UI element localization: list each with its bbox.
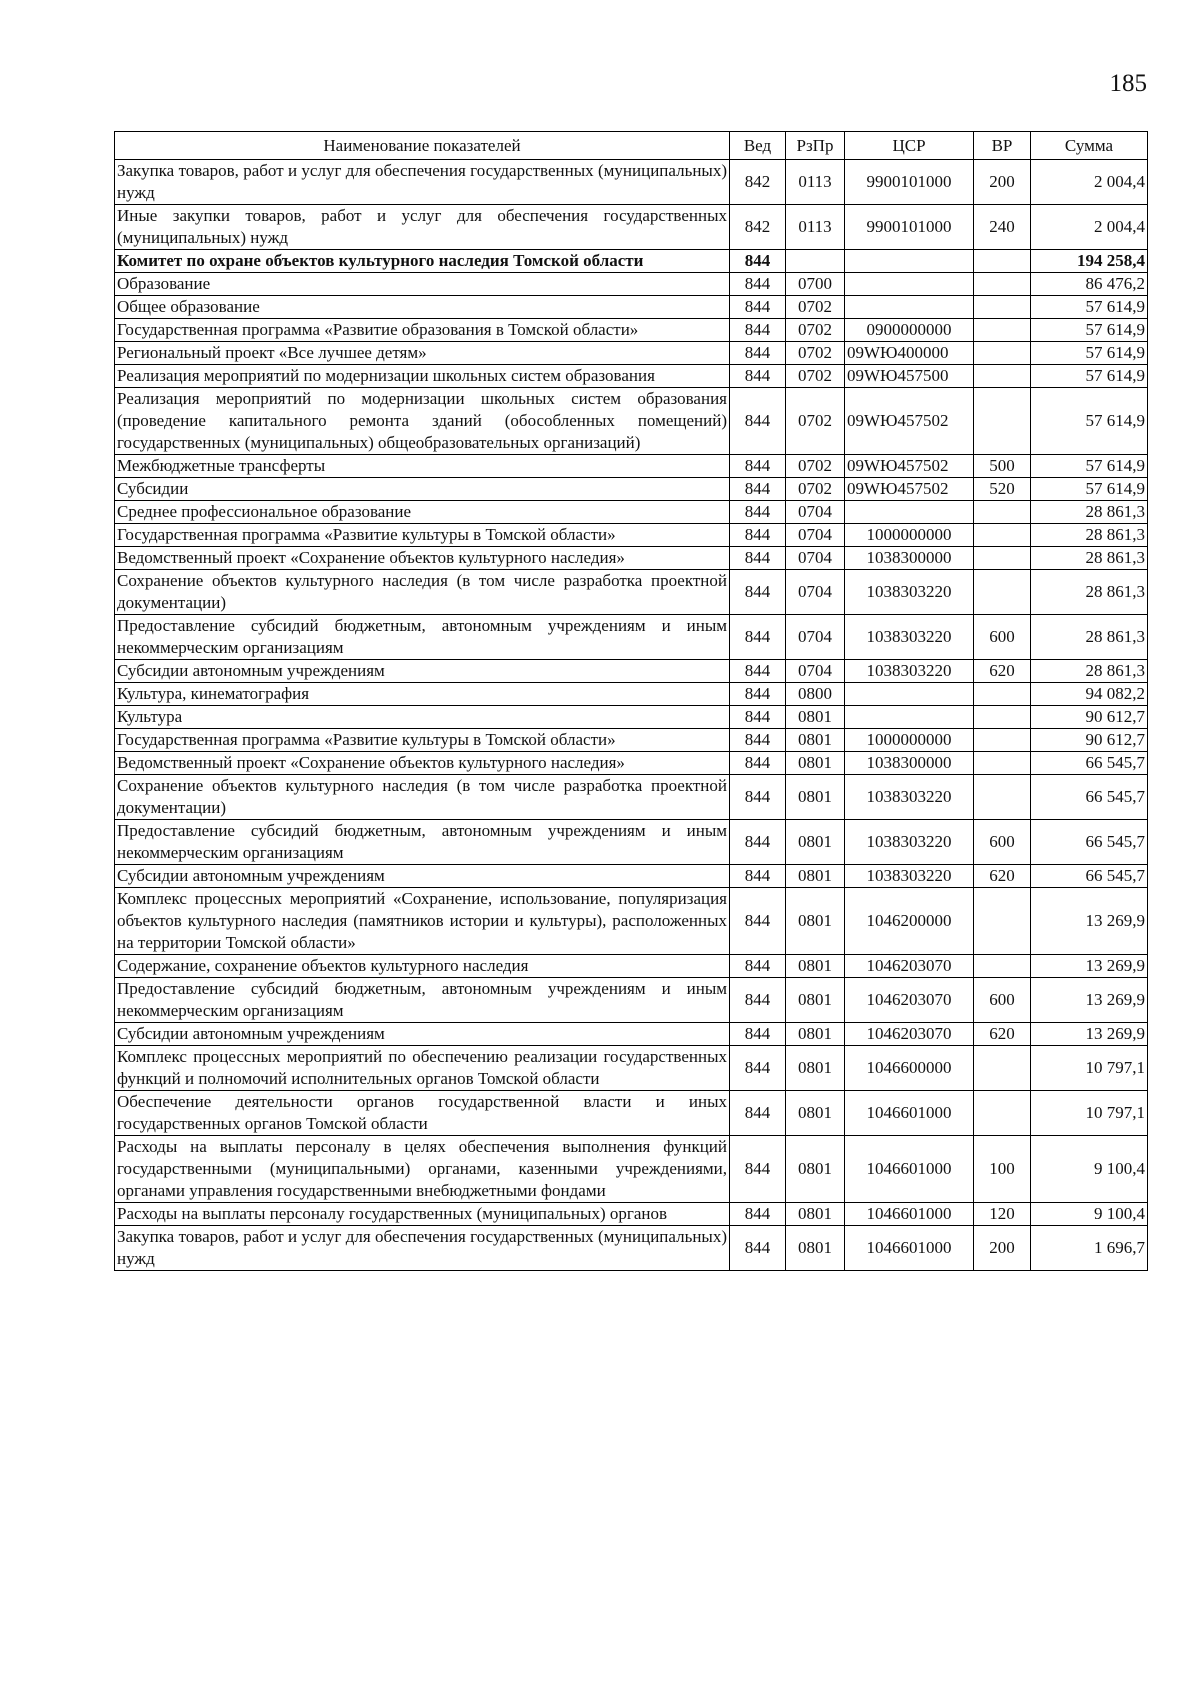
cell-rzpr: 0801 (786, 865, 845, 888)
cell-ved: 844 (730, 1046, 786, 1091)
cell-sum: 28 861,3 (1031, 501, 1148, 524)
cell-name: Субсидии (115, 478, 730, 501)
table-row (115, 820, 1148, 865)
cell-rzpr: 0702 (786, 478, 845, 501)
table-row (115, 273, 1148, 296)
cell-vr (974, 1046, 1031, 1091)
budget-table (114, 131, 1148, 1271)
cell-vr (974, 706, 1031, 729)
cell-vr (974, 342, 1031, 365)
cell-vr (974, 365, 1031, 388)
cell-csr: 09WЮ457502 (845, 478, 974, 501)
cell-rzpr: 0801 (786, 1091, 845, 1136)
cell-name: Образование (115, 273, 730, 296)
cell-csr: 1038303220 (845, 660, 974, 683)
cell-ved: 844 (730, 455, 786, 478)
cell-name: Обеспечение деятельности органов государственной власти и иных государственных органов Томской области (115, 1091, 730, 1136)
cell-ved: 844 (730, 250, 786, 273)
cell-csr: 1046601000 (845, 1226, 974, 1271)
cell-csr: 0900000000 (845, 319, 974, 342)
cell-csr: 1038303220 (845, 820, 974, 865)
cell-rzpr: 0704 (786, 524, 845, 547)
cell-csr (845, 296, 974, 319)
cell-name: Содержание, сохранение объектов культурного наследия (115, 955, 730, 978)
cell-rzpr: 0801 (786, 955, 845, 978)
cell-name: Реализация мероприятий по модернизации школьных систем образования (проведение капитального ремонта зданий (обособленных помещений) государственных (муниципальных) общеобразовательных организаций) (115, 388, 730, 455)
cell-ved: 842 (730, 160, 786, 205)
cell-rzpr: 0113 (786, 160, 845, 205)
cell-sum: 90 612,7 (1031, 729, 1148, 752)
cell-sum: 66 545,7 (1031, 865, 1148, 888)
cell-rzpr: 0801 (786, 820, 845, 865)
cell-rzpr: 0704 (786, 660, 845, 683)
cell-rzpr: 0801 (786, 775, 845, 820)
cell-ved: 842 (730, 205, 786, 250)
table-row (115, 1226, 1148, 1271)
cell-name: Сохранение объектов культурного наследия (в том числе разработка проектной документации) (115, 570, 730, 615)
cell-csr: 1000000000 (845, 524, 974, 547)
cell-vr: 600 (974, 820, 1031, 865)
cell-rzpr: 0704 (786, 570, 845, 615)
cell-ved: 844 (730, 1203, 786, 1226)
cell-sum: 94 082,2 (1031, 683, 1148, 706)
cell-csr: 1046601000 (845, 1203, 974, 1226)
cell-rzpr: 0702 (786, 455, 845, 478)
cell-rzpr: 0113 (786, 205, 845, 250)
cell-sum: 90 612,7 (1031, 706, 1148, 729)
cell-vr: 500 (974, 455, 1031, 478)
table-row (115, 160, 1148, 205)
cell-csr (845, 250, 974, 273)
cell-csr: 09WЮ457502 (845, 455, 974, 478)
cell-vr: 200 (974, 160, 1031, 205)
cell-csr (845, 273, 974, 296)
cell-name: Сохранение объектов культурного наследия (в том числе разработка проектной документации) (115, 775, 730, 820)
table-row (115, 1203, 1148, 1226)
cell-ved: 844 (730, 342, 786, 365)
table-row (115, 615, 1148, 660)
table-header-row (115, 132, 1148, 160)
header-vr: ВР (974, 132, 1031, 160)
cell-vr (974, 296, 1031, 319)
table-row (115, 296, 1148, 319)
cell-rzpr: 0702 (786, 365, 845, 388)
cell-vr (974, 1091, 1031, 1136)
cell-ved: 844 (730, 888, 786, 955)
cell-vr: 620 (974, 660, 1031, 683)
table-row (115, 1023, 1148, 1046)
cell-csr: 1046601000 (845, 1091, 974, 1136)
cell-ved: 844 (730, 524, 786, 547)
cell-vr (974, 319, 1031, 342)
cell-sum: 9 100,4 (1031, 1203, 1148, 1226)
table-row (115, 660, 1148, 683)
cell-csr (845, 706, 974, 729)
table-row (115, 955, 1148, 978)
cell-name: Расходы на выплаты персоналу в целях обеспечения выполнения функций государственными (муниципальными) органами, казенными учреждениями, органами управления государственными внебюджетными фондами (115, 1136, 730, 1203)
cell-sum: 57 614,9 (1031, 342, 1148, 365)
cell-ved: 844 (730, 1091, 786, 1136)
cell-name: Культура, кинематография (115, 683, 730, 706)
cell-csr: 1000000000 (845, 729, 974, 752)
cell-name: Среднее профессиональное образование (115, 501, 730, 524)
cell-csr: 9900101000 (845, 205, 974, 250)
cell-rzpr: 0801 (786, 752, 845, 775)
cell-csr: 1038303220 (845, 570, 974, 615)
cell-ved: 844 (730, 660, 786, 683)
cell-sum: 1 696,7 (1031, 1226, 1148, 1271)
cell-csr: 09WЮ457502 (845, 388, 974, 455)
cell-sum: 10 797,1 (1031, 1046, 1148, 1091)
cell-vr: 600 (974, 978, 1031, 1023)
cell-csr: 1038300000 (845, 547, 974, 570)
cell-name: Предоставление субсидий бюджетным, автономным учреждениям и иным некоммерческим организациям (115, 820, 730, 865)
table-row (115, 1091, 1148, 1136)
cell-sum: 66 545,7 (1031, 752, 1148, 775)
cell-name: Предоставление субсидий бюджетным, автономным учреждениям и иным некоммерческим организациям (115, 615, 730, 660)
cell-sum: 28 861,3 (1031, 570, 1148, 615)
cell-name: Ведомственный проект «Сохранение объектов культурного наследия» (115, 547, 730, 570)
cell-name: Государственная программа «Развитие культуры в Томской области» (115, 729, 730, 752)
cell-ved: 844 (730, 296, 786, 319)
cell-sum: 13 269,9 (1031, 978, 1148, 1023)
cell-ved: 844 (730, 1023, 786, 1046)
cell-rzpr: 0801 (786, 1203, 845, 1226)
cell-name: Закупка товаров, работ и услуг для обеспечения государственных (муниципальных) нужд (115, 160, 730, 205)
cell-ved: 844 (730, 1226, 786, 1271)
cell-rzpr: 0704 (786, 501, 845, 524)
cell-ved: 844 (730, 820, 786, 865)
table-row (115, 501, 1148, 524)
header-csr: ЦСР (845, 132, 974, 160)
cell-vr: 620 (974, 1023, 1031, 1046)
cell-vr: 600 (974, 615, 1031, 660)
cell-sum: 66 545,7 (1031, 775, 1148, 820)
cell-csr: 1046203070 (845, 978, 974, 1023)
cell-rzpr: 0704 (786, 615, 845, 660)
table-row (115, 683, 1148, 706)
cell-csr: 1038300000 (845, 752, 974, 775)
cell-csr: 1038303220 (845, 775, 974, 820)
cell-rzpr: 0800 (786, 683, 845, 706)
cell-ved: 844 (730, 501, 786, 524)
cell-name: Субсидии автономным учреждениям (115, 1023, 730, 1046)
cell-sum: 28 861,3 (1031, 615, 1148, 660)
cell-csr: 1038303220 (845, 865, 974, 888)
cell-name: Государственная программа «Развитие образования в Томской области» (115, 319, 730, 342)
cell-sum: 57 614,9 (1031, 478, 1148, 501)
cell-name: Субсидии автономным учреждениям (115, 660, 730, 683)
table-row (115, 478, 1148, 501)
cell-vr (974, 273, 1031, 296)
cell-name: Реализация мероприятий по модернизации школьных систем образования (115, 365, 730, 388)
cell-sum: 10 797,1 (1031, 1091, 1148, 1136)
cell-vr (974, 501, 1031, 524)
table-row (115, 1046, 1148, 1091)
table-row (115, 570, 1148, 615)
cell-ved: 844 (730, 478, 786, 501)
cell-sum: 2 004,4 (1031, 160, 1148, 205)
table-row (115, 888, 1148, 955)
cell-rzpr: 0704 (786, 547, 845, 570)
cell-sum: 57 614,9 (1031, 365, 1148, 388)
cell-vr (974, 388, 1031, 455)
cell-csr: 1046203070 (845, 955, 974, 978)
cell-sum: 194 258,4 (1031, 250, 1148, 273)
header-name: Наименование показателей (115, 132, 730, 160)
cell-sum: 66 545,7 (1031, 820, 1148, 865)
table-row (115, 319, 1148, 342)
cell-ved: 844 (730, 978, 786, 1023)
table-row (115, 455, 1148, 478)
cell-ved: 844 (730, 547, 786, 570)
cell-name: Комплекс процессных мероприятий «Сохранение, использование, популяризация объектов культурного наследия (памятников истории и культуры), расположенных на территории Томской области» (115, 888, 730, 955)
cell-name: Общее образование (115, 296, 730, 319)
cell-name: Ведомственный проект «Сохранение объектов культурного наследия» (115, 752, 730, 775)
cell-ved: 844 (730, 775, 786, 820)
cell-sum: 28 861,3 (1031, 547, 1148, 570)
table-row (115, 205, 1148, 250)
cell-csr: 1046200000 (845, 888, 974, 955)
cell-name: Предоставление субсидий бюджетным, автономным учреждениям и иным некоммерческим организациям (115, 978, 730, 1023)
cell-vr (974, 570, 1031, 615)
table-row (115, 547, 1148, 570)
header-rzpr: РзПр (786, 132, 845, 160)
cell-sum: 28 861,3 (1031, 660, 1148, 683)
cell-name: Субсидии автономным учреждениям (115, 865, 730, 888)
cell-vr (974, 955, 1031, 978)
cell-ved: 844 (730, 706, 786, 729)
cell-vr (974, 250, 1031, 273)
cell-sum: 28 861,3 (1031, 524, 1148, 547)
cell-csr: 09WЮ457500 (845, 365, 974, 388)
cell-name: Комплекс процессных мероприятий по обеспечению реализации государственных функций и полномочий исполнительных органов Томской области (115, 1046, 730, 1091)
cell-name: Расходы на выплаты персоналу государственных (муниципальных) органов (115, 1203, 730, 1226)
table-row (115, 524, 1148, 547)
cell-sum: 57 614,9 (1031, 296, 1148, 319)
cell-rzpr (786, 250, 845, 273)
table-row (115, 729, 1148, 752)
cell-ved: 844 (730, 1136, 786, 1203)
table-row (115, 342, 1148, 365)
cell-ved: 844 (730, 865, 786, 888)
table-row (115, 250, 1148, 273)
cell-rzpr: 0801 (786, 888, 845, 955)
cell-ved: 844 (730, 955, 786, 978)
cell-sum: 57 614,9 (1031, 455, 1148, 478)
cell-ved: 844 (730, 273, 786, 296)
cell-rzpr: 0801 (786, 729, 845, 752)
cell-vr: 240 (974, 205, 1031, 250)
cell-sum: 57 614,9 (1031, 319, 1148, 342)
cell-csr: 1046203070 (845, 1023, 974, 1046)
cell-csr: 1046600000 (845, 1046, 974, 1091)
cell-vr (974, 888, 1031, 955)
cell-ved: 844 (730, 570, 786, 615)
cell-sum: 2 004,4 (1031, 205, 1148, 250)
cell-csr: 1046601000 (845, 1136, 974, 1203)
cell-vr (974, 683, 1031, 706)
cell-vr (974, 524, 1031, 547)
table-body (115, 160, 1148, 1271)
table-row (115, 978, 1148, 1023)
cell-csr: 9900101000 (845, 160, 974, 205)
cell-vr: 120 (974, 1203, 1031, 1226)
cell-name: Государственная программа «Развитие культуры в Томской области» (115, 524, 730, 547)
table-row (115, 752, 1148, 775)
cell-vr (974, 729, 1031, 752)
header-sum: Сумма (1031, 132, 1148, 160)
cell-vr: 200 (974, 1226, 1031, 1271)
cell-name: Комитет по охране объектов культурного наследия Томской области (115, 250, 730, 273)
cell-vr: 100 (974, 1136, 1031, 1203)
cell-sum: 86 476,2 (1031, 273, 1148, 296)
cell-ved: 844 (730, 615, 786, 660)
cell-ved: 844 (730, 683, 786, 706)
table-row (115, 1136, 1148, 1203)
cell-ved: 844 (730, 388, 786, 455)
cell-rzpr: 0702 (786, 388, 845, 455)
cell-rzpr: 0801 (786, 1023, 845, 1046)
cell-sum: 13 269,9 (1031, 888, 1148, 955)
cell-vr: 520 (974, 478, 1031, 501)
cell-csr: 09WЮ400000 (845, 342, 974, 365)
cell-name: Иные закупки товаров, работ и услуг для обеспечения государственных (муниципальных) нужд (115, 205, 730, 250)
cell-rzpr: 0801 (786, 1226, 845, 1271)
cell-ved: 844 (730, 752, 786, 775)
cell-sum: 13 269,9 (1031, 955, 1148, 978)
cell-sum: 9 100,4 (1031, 1136, 1148, 1203)
cell-rzpr: 0702 (786, 319, 845, 342)
cell-ved: 844 (730, 319, 786, 342)
cell-rzpr: 0801 (786, 978, 845, 1023)
cell-rzpr: 0801 (786, 706, 845, 729)
cell-vr (974, 775, 1031, 820)
cell-rzpr: 0702 (786, 296, 845, 319)
cell-vr: 620 (974, 865, 1031, 888)
cell-sum: 57 614,9 (1031, 388, 1148, 455)
cell-name: Культура (115, 706, 730, 729)
cell-name: Региональный проект «Все лучшее детям» (115, 342, 730, 365)
table-row (115, 775, 1148, 820)
cell-rzpr: 0801 (786, 1046, 845, 1091)
cell-vr (974, 752, 1031, 775)
cell-ved: 844 (730, 729, 786, 752)
table-row (115, 865, 1148, 888)
cell-name: Межбюджетные трансферты (115, 455, 730, 478)
table-row (115, 706, 1148, 729)
cell-name: Закупка товаров, работ и услуг для обеспечения государственных (муниципальных) нужд (115, 1226, 730, 1271)
table-row (115, 365, 1148, 388)
cell-csr (845, 683, 974, 706)
table-row (115, 388, 1148, 455)
cell-sum: 13 269,9 (1031, 1023, 1148, 1046)
cell-csr (845, 501, 974, 524)
cell-rzpr: 0801 (786, 1136, 845, 1203)
header-ved: Вед (730, 132, 786, 160)
cell-rzpr: 0700 (786, 273, 845, 296)
cell-ved: 844 (730, 365, 786, 388)
cell-rzpr: 0702 (786, 342, 845, 365)
cell-vr (974, 547, 1031, 570)
cell-csr: 1038303220 (845, 615, 974, 660)
page-number: 185 (1109, 70, 1147, 97)
